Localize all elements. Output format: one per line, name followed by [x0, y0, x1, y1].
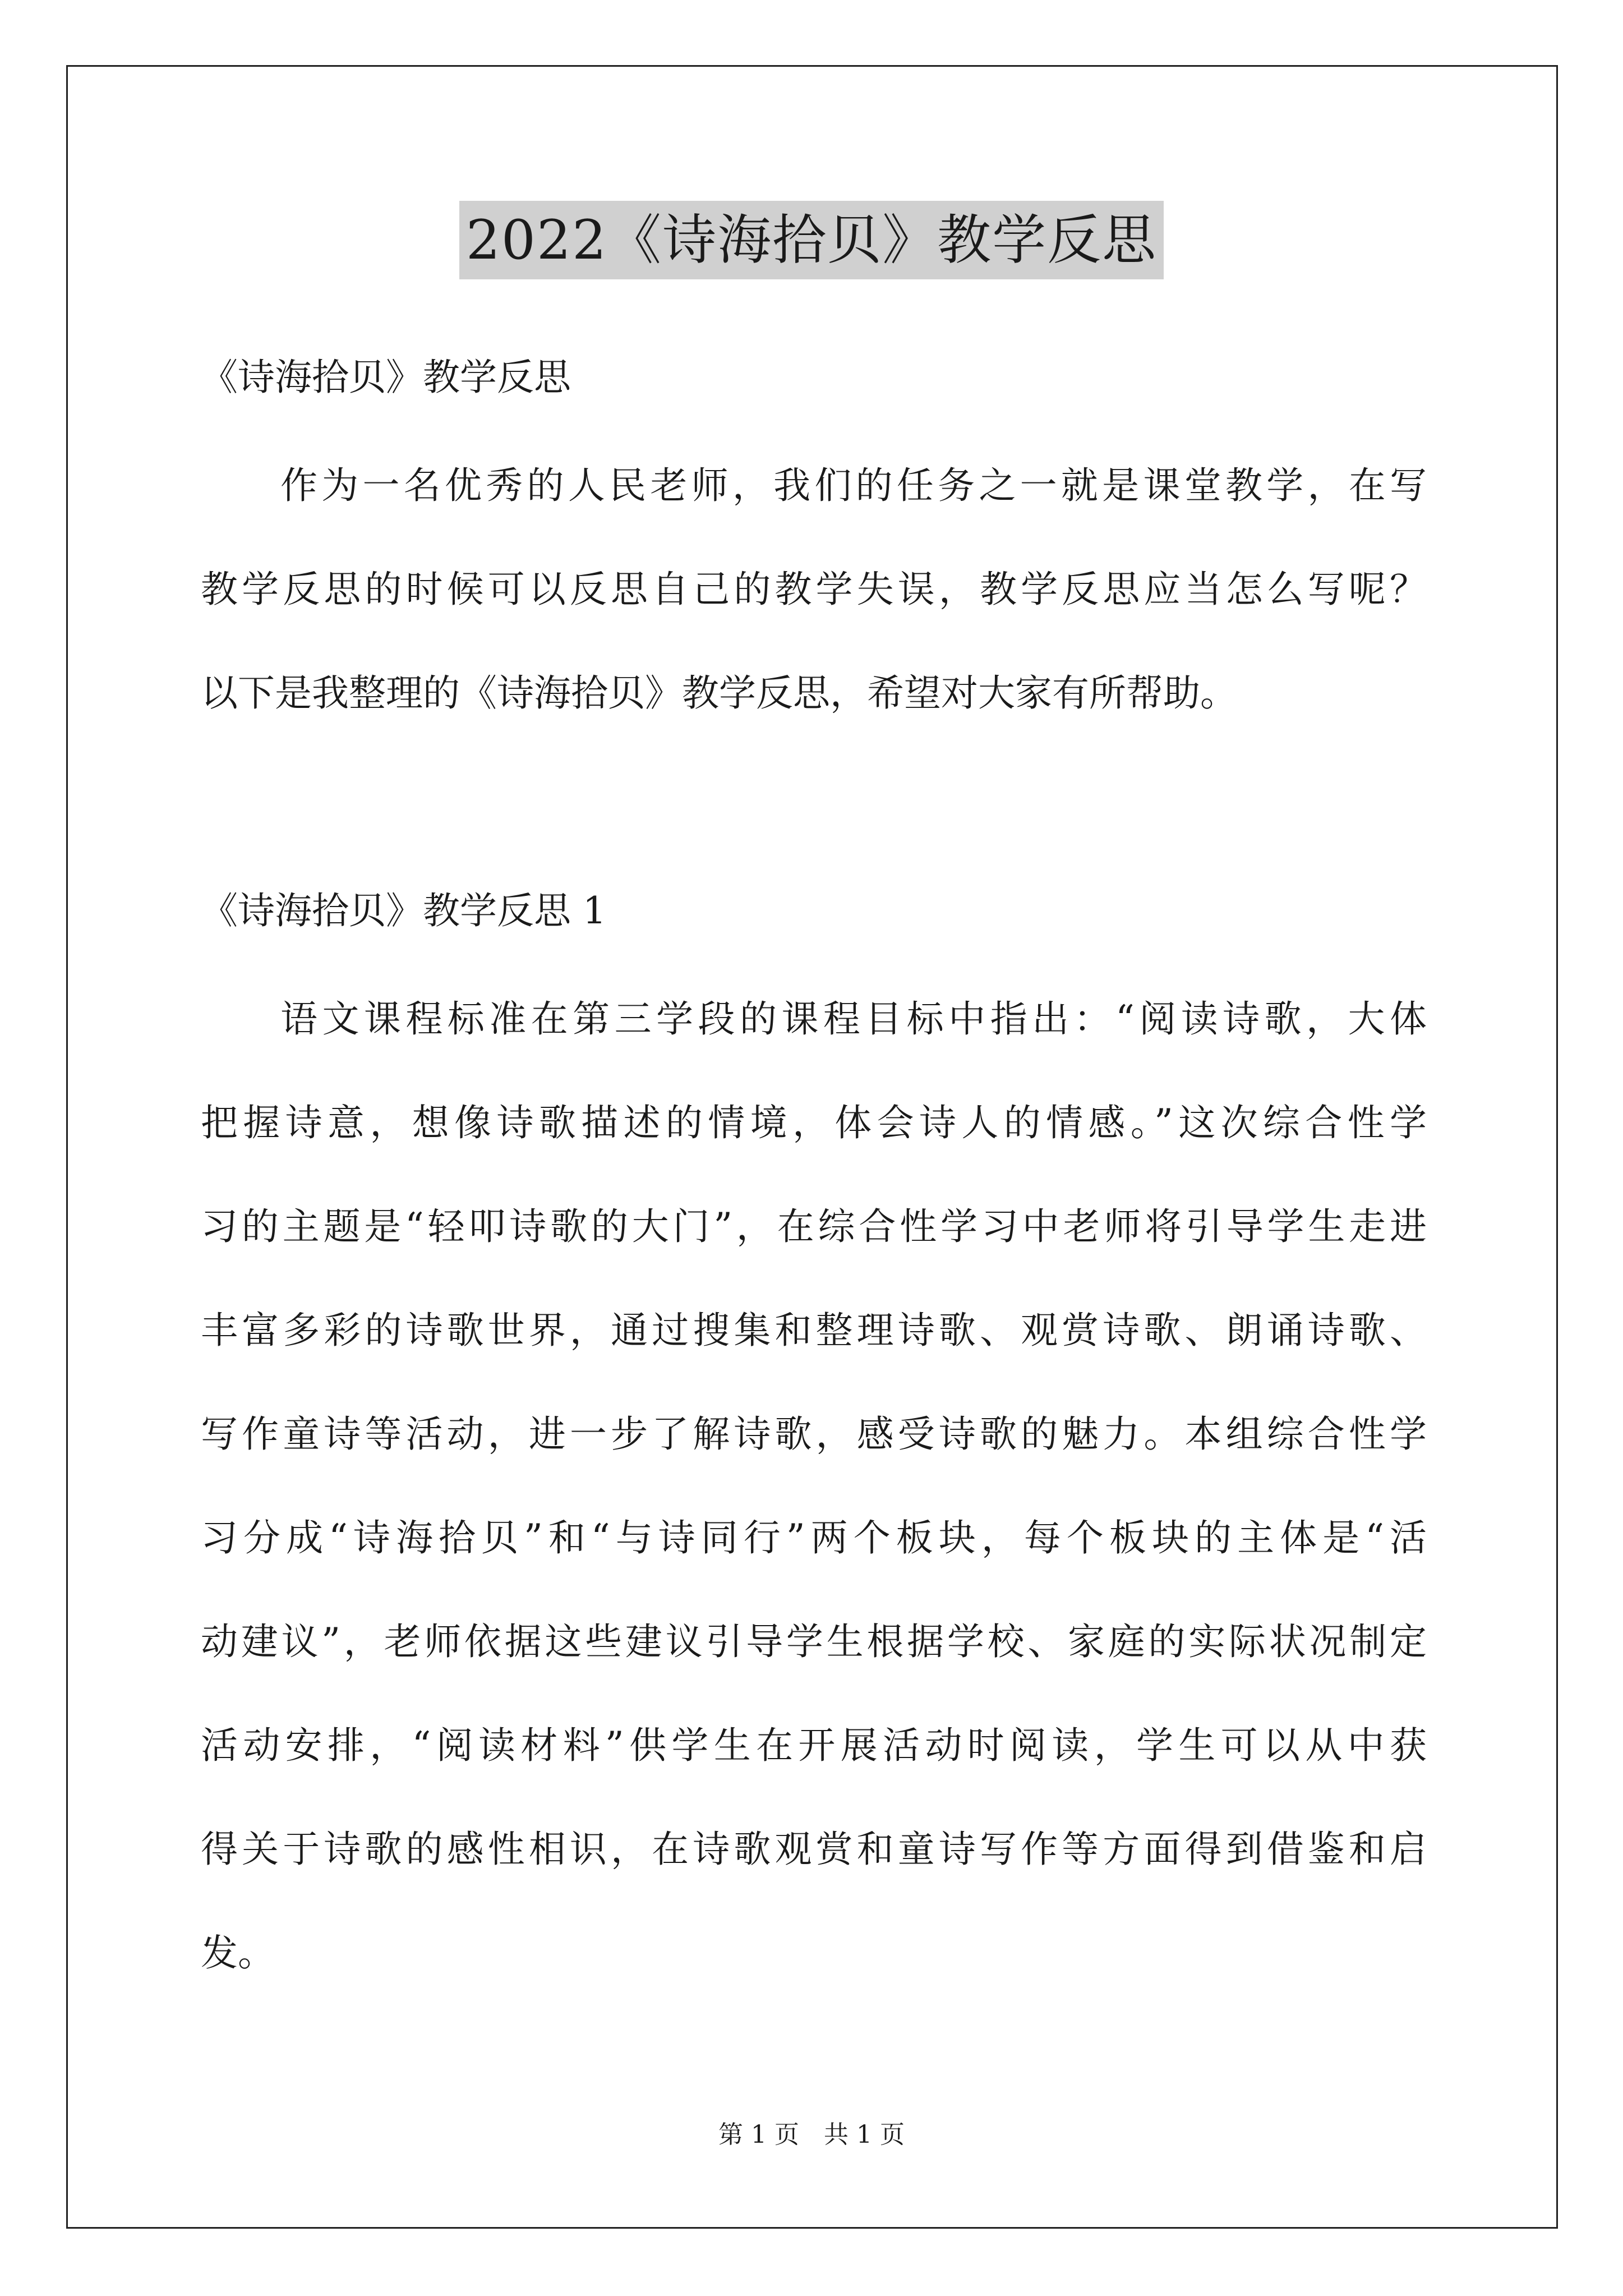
section-line-9: 得关于诗歌的感性相识，在诗歌观赏和童诗写作等方面得到借鉴和启	[201, 1828, 1427, 1871]
section-line-6: 习分成“诗海拾贝”和“与诗同行”两个板块，每个板块的主体是“活	[201, 1516, 1427, 1559]
intro-line-3: 以下是我整理的《诗海拾贝》教学反思，希望对大家有所帮助。	[201, 671, 1237, 715]
section-line-1: 语文课程标准在第三学段的课程目标中指出：“阅读诗歌，大体	[280, 997, 1427, 1041]
section-line-4: 丰富多彩的诗歌世界，通过搜集和整理诗歌、观赏诗歌、朗诵诗歌、	[201, 1309, 1427, 1352]
section-heading: 《诗海拾贝》教学反思 1	[201, 889, 606, 932]
document-title: 2022《诗海拾贝》教学反思	[459, 201, 1164, 279]
intro-line-2: 教学反思的时候可以反思自己的教学失误，教学反思应当怎么写呢？	[201, 568, 1427, 611]
intro-line-1: 作为一名优秀的人民老师，我们的任务之一就是课堂教学，在写	[280, 464, 1427, 507]
section-line-2: 把握诗意，想像诗歌描述的情境，体会诗人的情感。”这次综合性学	[201, 1101, 1427, 1144]
title-container	[0, 201, 1623, 279]
page-footer: 第 1 页 共 1 页	[718, 2120, 905, 2149]
section-line-8: 活动安排，“阅读材料”供学生在开展活动时阅读，学生可以从中获	[201, 1724, 1427, 1767]
section-line-10: 发。	[201, 1931, 275, 1975]
section-line-5: 写作童诗等活动，进一步了解诗歌，感受诗歌的魅力。本组综合性学	[201, 1412, 1427, 1456]
section-line-3: 习的主题是“轻叩诗歌的大门”，在综合性学习中老师将引导学生走进	[201, 1205, 1427, 1248]
section-line-7: 动建议”，老师依据这些建议引导学生根据学校、家庭的实际状况制定	[201, 1620, 1427, 1663]
subtitle: 《诗海拾贝》教学反思	[201, 356, 571, 399]
